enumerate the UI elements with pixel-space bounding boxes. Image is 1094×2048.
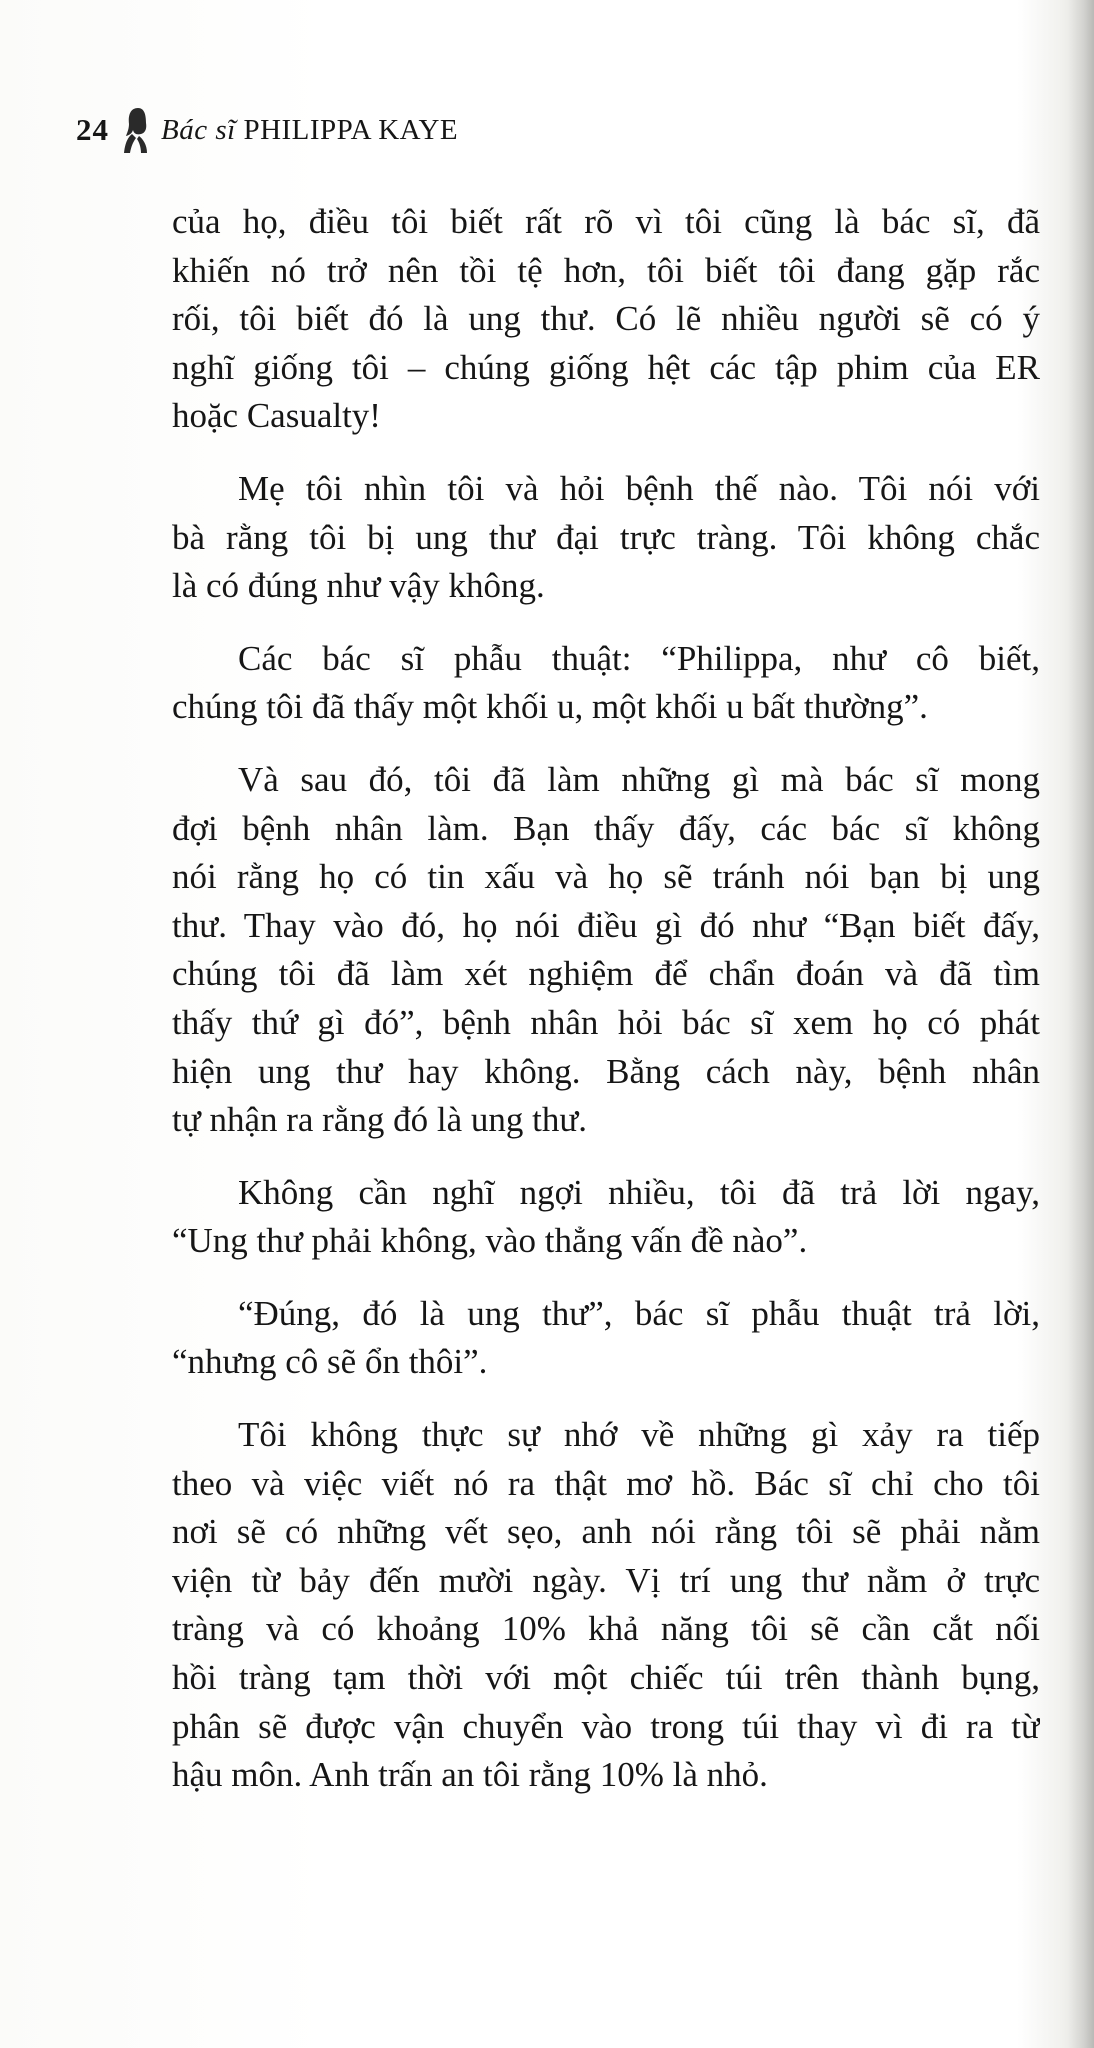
text-line: theo và việc viết nó ra thật mơ hồ. Bác sĩ chỉ cho tôi	[172, 1463, 1040, 1503]
paragraph	[172, 1290, 1040, 1387]
text-line: “Đúng, đó là ung thư”, bác sĩ phẫu thuật trả lời,	[238, 1293, 1040, 1333]
body-text	[172, 198, 1040, 1824]
text-line: Không cần nghĩ ngợi nhiều, tôi đã trả lời ngay,	[238, 1172, 1040, 1212]
text-line: Và sau đó, tôi đã làm những gì mà bác sĩ mong	[238, 759, 1040, 799]
woman-silhouette-icon	[117, 103, 155, 157]
text-line: nói rằng họ có tin xấu và họ sẽ tránh nói bạn bị ung	[172, 857, 1040, 897]
paragraph	[172, 198, 1040, 441]
text-line: “Ung thư phải không, vào thẳng vấn đề nào”.	[172, 1221, 808, 1261]
text-line: chúng tôi đã thấy một khối u, một khối u bất thường”.	[172, 687, 928, 727]
paragraph	[172, 756, 1040, 1145]
text-line: phân sẽ được vận chuyển vào trong túi thay vì đi ra từ	[172, 1706, 1040, 1746]
paragraph	[172, 1411, 1040, 1800]
paragraph	[172, 635, 1040, 732]
text-line: Tôi không thực sự nhớ về những gì xảy ra tiếp	[238, 1415, 1040, 1455]
text-line: hoặc Casualty!	[172, 396, 381, 436]
text-line: là có đúng như vậy không.	[172, 566, 545, 606]
text-line: hậu môn. Anh trấn an tôi rằng 10% là nhỏ.	[172, 1755, 768, 1795]
page-number: 24	[76, 112, 109, 147]
author-name: PHILIPPA KAYE	[243, 113, 459, 146]
text-line: bà rằng tôi bị ung thư đại trực tràng. Tôi không chắc	[172, 517, 1040, 557]
paragraph	[172, 465, 1040, 611]
spine-shadow	[1068, 0, 1094, 2048]
text-line: của họ, điều tôi biết rất rõ vì tôi cũng là bác sĩ, đã	[172, 202, 1040, 241]
text-line: Các bác sĩ phẫu thuật: “Philippa, như cô biết,	[238, 638, 1040, 678]
text-line: tự nhận ra rằng đó là ung thư.	[172, 1100, 588, 1140]
text-line: Mẹ tôi nhìn tôi và hỏi bệnh thế nào. Tôi nói với	[238, 468, 1040, 508]
text-line: tràng và có khoảng 10% khả năng tôi sẽ cần cắt nối	[172, 1609, 1040, 1649]
text-line: “nhưng cô sẽ ổn thôi”.	[172, 1342, 488, 1382]
paragraph	[172, 1169, 1040, 1266]
text-line: hiện ung thư hay không. Bằng cách này, bệnh nhân	[172, 1051, 1040, 1091]
text-line: rối, tôi biết đó là ung thư. Có lẽ nhiều người sẽ có ý	[172, 299, 1040, 339]
text-line: khiến nó trở nên tồi tệ hơn, tôi biết tôi đang gặp rắc	[172, 250, 1040, 290]
title-prefix: Bác sĩ	[161, 113, 236, 146]
text-line: nơi sẽ có những vết sẹo, anh nói rằng tôi sẽ phải nằm	[172, 1512, 1040, 1552]
text-line: đợi bệnh nhân làm. Bạn thấy đấy, các bác sĩ không	[172, 808, 1040, 848]
text-line: thấy thứ gì đó”, bệnh nhân hỏi bác sĩ xem họ có phát	[172, 1002, 1040, 1042]
text-line: chúng tôi đã làm xét nghiệm để chẩn đoán và đã tìm	[172, 954, 1040, 994]
running-head-title	[161, 114, 458, 147]
text-line: hồi tràng tạm thời với một chiếc túi trên thành bụng,	[172, 1658, 1040, 1698]
text-line: thư. Thay vào đó, họ nói điều gì đó như “Bạn biết đấy,	[172, 905, 1040, 945]
running-head	[76, 100, 458, 160]
text-line: nghĩ giống tôi – chúng giống hệt các tập phim của ER	[172, 347, 1040, 387]
text-line: viện từ bảy đến mười ngày. Vị trí ung thư nằm ở trực	[172, 1560, 1040, 1600]
